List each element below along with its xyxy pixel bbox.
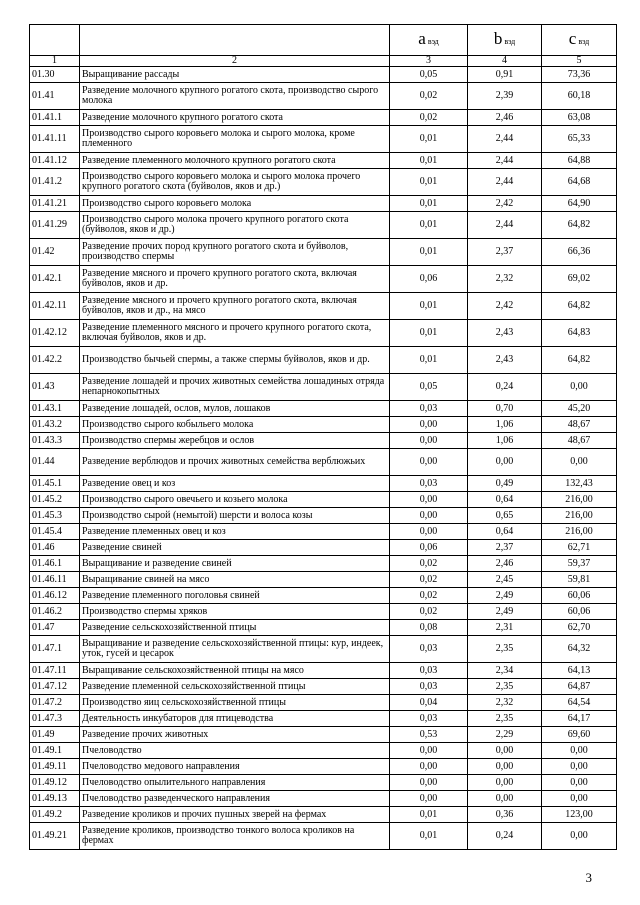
row-c-value: 62,70 (542, 620, 617, 636)
row-a-value: 0,03 (390, 636, 468, 663)
table-row (30, 743, 617, 759)
header-c-subscript: вэд (578, 36, 590, 46)
row-c-value: 0,00 (542, 759, 617, 775)
row-name: Деятельность инкубаторов для птицеводства (80, 711, 390, 727)
row-b-value: 2,32 (468, 266, 542, 293)
row-c-value: 60,06 (542, 604, 617, 620)
row-b-value: 0,64 (468, 492, 542, 508)
row-name: Производство сырой (немытой) шерсти и волоса козы (80, 508, 390, 524)
table-row (30, 807, 617, 823)
row-code: 01.42.1 (30, 266, 80, 293)
row-a-value: 0,02 (390, 110, 468, 126)
row-b-value: 0,64 (468, 524, 542, 540)
row-name: Пчеловодство (80, 743, 390, 759)
row-b-value: 0,70 (468, 401, 542, 417)
row-code: 01.41.11 (30, 126, 80, 153)
row-name: Разведение верблюдов и прочих животных семейства верблюжьих (80, 449, 390, 476)
row-b-value: 2,35 (468, 711, 542, 727)
row-code: 01.43.2 (30, 417, 80, 433)
row-code: 01.46 (30, 540, 80, 556)
table-row (30, 759, 617, 775)
row-code: 01.41.2 (30, 169, 80, 196)
table-row (30, 417, 617, 433)
row-b-value: 2,45 (468, 572, 542, 588)
header-c-cell (542, 25, 617, 56)
row-code: 01.49.12 (30, 775, 80, 791)
table-row (30, 476, 617, 492)
table-row (30, 126, 617, 153)
table-row (30, 727, 617, 743)
header-a-subscript: вэд (427, 36, 439, 46)
row-b-value: 0,00 (468, 449, 542, 476)
table-row (30, 588, 617, 604)
header-c-symbol: c (568, 28, 577, 48)
coefficients-table (29, 24, 617, 850)
row-code: 01.41 (30, 83, 80, 110)
table-row (30, 347, 617, 374)
row-c-value: 64,90 (542, 196, 617, 212)
row-b-value: 1,06 (468, 433, 542, 449)
row-a-value: 0,00 (390, 449, 468, 476)
row-c-value: 73,36 (542, 67, 617, 83)
row-name: Выращивание и разведение свиней (80, 556, 390, 572)
row-name: Разведение молочного крупного рогатого скота (80, 110, 390, 126)
row-code: 01.49.21 (30, 823, 80, 850)
row-c-value: 216,00 (542, 492, 617, 508)
table-row (30, 433, 617, 449)
row-b-value: 2,37 (468, 239, 542, 266)
row-c-value: 59,37 (542, 556, 617, 572)
row-c-value: 48,67 (542, 433, 617, 449)
header-name-cell (80, 25, 390, 56)
row-c-value: 45,20 (542, 401, 617, 417)
row-c-value: 123,00 (542, 807, 617, 823)
header-a-symbol: a (418, 28, 426, 48)
row-code: 01.41.1 (30, 110, 80, 126)
column-number-row (30, 56, 617, 67)
row-a-value: 0,01 (390, 126, 468, 153)
row-name: Производство сырого коровьего молока (80, 196, 390, 212)
row-b-value: 2,42 (468, 196, 542, 212)
table-row (30, 153, 617, 169)
row-code: 01.43.1 (30, 401, 80, 417)
row-a-value: 0,01 (390, 212, 468, 239)
row-code: 01.49.13 (30, 791, 80, 807)
row-name: Разведение лошадей и прочих животных семейства лошадиных отряда непарнокопытных (80, 374, 390, 401)
row-a-value: 0,01 (390, 239, 468, 266)
row-a-value: 0,03 (390, 401, 468, 417)
row-a-value: 0,08 (390, 620, 468, 636)
row-code: 01.47 (30, 620, 80, 636)
row-a-value: 0,00 (390, 433, 468, 449)
row-c-value: 64,87 (542, 679, 617, 695)
row-b-value: 2,34 (468, 663, 542, 679)
row-name: Производство спермы жеребцов и ослов (80, 433, 390, 449)
row-a-value: 0,00 (390, 492, 468, 508)
table-row (30, 524, 617, 540)
row-code: 01.45.3 (30, 508, 80, 524)
row-c-value: 64,32 (542, 636, 617, 663)
row-code: 01.46.12 (30, 588, 80, 604)
row-c-value: 69,02 (542, 266, 617, 293)
row-name: Производство сырого кобыльего молока (80, 417, 390, 433)
row-a-value: 0,04 (390, 695, 468, 711)
row-b-value: 2,49 (468, 604, 542, 620)
row-c-value: 0,00 (542, 743, 617, 759)
row-c-value: 0,00 (542, 823, 617, 850)
row-a-value: 0,01 (390, 196, 468, 212)
row-code: 01.46.2 (30, 604, 80, 620)
row-a-value: 0,03 (390, 663, 468, 679)
row-a-value: 0,01 (390, 293, 468, 320)
row-code: 01.47.2 (30, 695, 80, 711)
row-c-value: 63,08 (542, 110, 617, 126)
row-b-value: 0,36 (468, 807, 542, 823)
page-number: 3 (585, 870, 592, 885)
header-b-symbol: b (493, 28, 503, 48)
table-row (30, 791, 617, 807)
row-a-value: 0,00 (390, 508, 468, 524)
row-name: Выращивание рассады (80, 67, 390, 83)
row-b-value: 2,49 (468, 588, 542, 604)
row-name: Разведение прочих животных (80, 727, 390, 743)
table-row (30, 169, 617, 196)
row-c-value: 48,67 (542, 417, 617, 433)
row-code: 01.45.4 (30, 524, 80, 540)
table-row (30, 663, 617, 679)
row-c-value: 216,00 (542, 508, 617, 524)
table-row (30, 636, 617, 663)
table-header-row (30, 25, 617, 56)
row-name: Разведение прочих пород крупного рогатого скота и буйволов, производство спермы (80, 239, 390, 266)
row-name: Разведение племенных овец и коз (80, 524, 390, 540)
row-c-value: 66,36 (542, 239, 617, 266)
row-c-value: 60,18 (542, 83, 617, 110)
row-a-value: 0,02 (390, 604, 468, 620)
row-code: 01.49 (30, 727, 80, 743)
table-row (30, 293, 617, 320)
row-b-value: 0,65 (468, 508, 542, 524)
header-code-cell (30, 25, 80, 56)
row-name: Пчеловодство опылительного направления (80, 775, 390, 791)
column-number: 1 (30, 56, 80, 67)
row-code: 01.49.2 (30, 807, 80, 823)
row-a-value: 0,01 (390, 807, 468, 823)
row-c-value: 64,82 (542, 293, 617, 320)
row-c-value: 64,54 (542, 695, 617, 711)
row-c-value: 0,00 (542, 791, 617, 807)
row-name: Производство сырого молока прочего крупного рогатого скота (буйволов, яков и др.) (80, 212, 390, 239)
row-code: 01.44 (30, 449, 80, 476)
row-c-value: 64,82 (542, 212, 617, 239)
table-row (30, 620, 617, 636)
row-a-value: 0,05 (390, 374, 468, 401)
row-b-value: 2,44 (468, 169, 542, 196)
row-b-value: 2,44 (468, 212, 542, 239)
row-a-value: 0,01 (390, 320, 468, 347)
row-c-value: 62,71 (542, 540, 617, 556)
row-c-value: 64,88 (542, 153, 617, 169)
table-row (30, 540, 617, 556)
table-row (30, 823, 617, 850)
row-code: 01.46.11 (30, 572, 80, 588)
row-name: Разведение сельскохозяйственной птицы (80, 620, 390, 636)
row-a-value: 0,01 (390, 153, 468, 169)
row-b-value: 0,49 (468, 476, 542, 492)
row-b-value: 2,32 (468, 695, 542, 711)
row-name: Разведение мясного и прочего крупного рогатого скота, включая буйволов, яков и др., на мясо (80, 293, 390, 320)
row-name: Производство сырого овечьего и козьего молока (80, 492, 390, 508)
row-code: 01.47.12 (30, 679, 80, 695)
row-name: Разведение лошадей, ослов, мулов, лошаков (80, 401, 390, 417)
column-number: 5 (542, 56, 617, 67)
table-row (30, 572, 617, 588)
row-name: Производство сырого коровьего молока и сырого молока, кроме племенного (80, 126, 390, 153)
table-row (30, 775, 617, 791)
table-row (30, 492, 617, 508)
row-b-value: 2,43 (468, 347, 542, 374)
table-row (30, 604, 617, 620)
column-number: 4 (468, 56, 542, 67)
row-a-value: 0,03 (390, 679, 468, 695)
row-name: Выращивание свиней на мясо (80, 572, 390, 588)
header-b-subscript: вэд (504, 36, 516, 46)
row-code: 01.43.3 (30, 433, 80, 449)
table-row (30, 679, 617, 695)
row-name: Пчеловодство медового направления (80, 759, 390, 775)
row-b-value: 2,39 (468, 83, 542, 110)
row-a-value: 0,00 (390, 524, 468, 540)
row-c-value: 60,06 (542, 588, 617, 604)
table-row (30, 110, 617, 126)
table-row (30, 556, 617, 572)
row-code: 01.45.1 (30, 476, 80, 492)
row-b-value: 2,42 (468, 293, 542, 320)
row-b-value: 0,00 (468, 791, 542, 807)
row-name: Разведение племенного молочного крупного рогатого скота (80, 153, 390, 169)
row-name: Выращивание и разведение сельскохозяйственной птицы: кур, индеек, уток, гусей и цесарок (80, 636, 390, 663)
row-name: Разведение племенного мясного и прочего крупного рогатого скота, включая буйволов, яков и др. (80, 320, 390, 347)
row-c-value: 0,00 (542, 775, 617, 791)
table-row (30, 374, 617, 401)
row-b-value: 2,44 (468, 126, 542, 153)
row-b-value: 1,06 (468, 417, 542, 433)
row-name: Пчеловодство разведенческого направления (80, 791, 390, 807)
row-b-value: 2,44 (468, 153, 542, 169)
row-c-value: 0,00 (542, 374, 617, 401)
table-row (30, 695, 617, 711)
row-a-value: 0,01 (390, 169, 468, 196)
row-b-value: 2,46 (468, 110, 542, 126)
row-b-value: 0,24 (468, 374, 542, 401)
row-a-value: 0,01 (390, 347, 468, 374)
row-code: 01.47.11 (30, 663, 80, 679)
row-c-value: 64,13 (542, 663, 617, 679)
row-b-value: 2,46 (468, 556, 542, 572)
row-code: 01.41.29 (30, 212, 80, 239)
row-name: Разведение кроликов, производство тонкого волоса кроликов на фермах (80, 823, 390, 850)
row-b-value: 2,29 (468, 727, 542, 743)
row-a-value: 0,00 (390, 791, 468, 807)
row-code: 01.47.3 (30, 711, 80, 727)
row-c-value: 64,83 (542, 320, 617, 347)
row-code: 01.30 (30, 67, 80, 83)
row-b-value: 0,00 (468, 743, 542, 759)
row-c-value: 64,68 (542, 169, 617, 196)
table-row (30, 449, 617, 476)
row-c-value: 59,81 (542, 572, 617, 588)
row-code: 01.42.12 (30, 320, 80, 347)
row-a-value: 0,03 (390, 711, 468, 727)
row-code: 01.41.21 (30, 196, 80, 212)
row-code: 01.49.11 (30, 759, 80, 775)
row-a-value: 0,05 (390, 67, 468, 83)
row-a-value: 0,02 (390, 556, 468, 572)
header-a-cell (390, 25, 468, 56)
row-a-value: 0,06 (390, 540, 468, 556)
row-c-value: 64,82 (542, 347, 617, 374)
row-a-value: 0,00 (390, 759, 468, 775)
row-b-value: 2,37 (468, 540, 542, 556)
row-b-value: 2,31 (468, 620, 542, 636)
row-a-value: 0,02 (390, 83, 468, 110)
row-b-value: 2,35 (468, 636, 542, 663)
row-a-value: 0,02 (390, 572, 468, 588)
row-a-value: 0,02 (390, 588, 468, 604)
header-b-cell (468, 25, 542, 56)
row-a-value: 0,00 (390, 743, 468, 759)
row-c-value: 69,60 (542, 727, 617, 743)
row-b-value: 0,00 (468, 759, 542, 775)
column-number: 2 (80, 56, 390, 67)
row-name: Разведение молочного крупного рогатого скота, производство сырого молока (80, 83, 390, 110)
table-row (30, 212, 617, 239)
row-c-value: 216,00 (542, 524, 617, 540)
row-code: 01.42 (30, 239, 80, 266)
row-name: Производство яиц сельскохозяйственной птицы (80, 695, 390, 711)
row-code: 01.47.1 (30, 636, 80, 663)
row-b-value: 0,91 (468, 67, 542, 83)
row-c-value: 64,17 (542, 711, 617, 727)
row-b-value: 0,24 (468, 823, 542, 850)
table-row (30, 711, 617, 727)
table-row (30, 508, 617, 524)
row-name: Разведение мясного и прочего крупного рогатого скота, включая буйволов, яков и др. (80, 266, 390, 293)
row-a-value: 0,00 (390, 775, 468, 791)
row-name: Разведение овец и коз (80, 476, 390, 492)
row-name: Выращивание сельскохозяйственной птицы на мясо (80, 663, 390, 679)
row-a-value: 0,00 (390, 417, 468, 433)
row-name: Производство сырого коровьего молока и сырого молока прочего крупного рогатого скота (буйволов, яков и др.) (80, 169, 390, 196)
column-number: 3 (390, 56, 468, 67)
row-code: 01.46.1 (30, 556, 80, 572)
table-row (30, 239, 617, 266)
row-b-value: 2,43 (468, 320, 542, 347)
row-c-value: 0,00 (542, 449, 617, 476)
row-a-value: 0,01 (390, 823, 468, 850)
row-name: Разведение племенной сельскохозяйственной птицы (80, 679, 390, 695)
row-a-value: 0,06 (390, 266, 468, 293)
row-code: 01.42.11 (30, 293, 80, 320)
row-c-value: 65,33 (542, 126, 617, 153)
row-name: Производство бычьей спермы, а также спермы буйволов, яков и др. (80, 347, 390, 374)
row-code: 01.45.2 (30, 492, 80, 508)
row-name: Разведение племенного поголовья свиней (80, 588, 390, 604)
table-row (30, 83, 617, 110)
row-name: Разведение кроликов и прочих пушных зверей на фермах (80, 807, 390, 823)
row-code: 01.42.2 (30, 347, 80, 374)
table-row (30, 266, 617, 293)
table-row (30, 196, 617, 212)
row-a-value: 0,03 (390, 476, 468, 492)
table-row (30, 320, 617, 347)
row-c-value: 132,43 (542, 476, 617, 492)
row-code: 01.41.12 (30, 153, 80, 169)
row-code: 01.49.1 (30, 743, 80, 759)
row-name: Производство спермы хряков (80, 604, 390, 620)
row-b-value: 0,00 (468, 775, 542, 791)
row-b-value: 2,35 (468, 679, 542, 695)
row-code: 01.43 (30, 374, 80, 401)
table-row (30, 401, 617, 417)
row-a-value: 0,53 (390, 727, 468, 743)
row-name: Разведение свиней (80, 540, 390, 556)
table-row (30, 67, 617, 83)
